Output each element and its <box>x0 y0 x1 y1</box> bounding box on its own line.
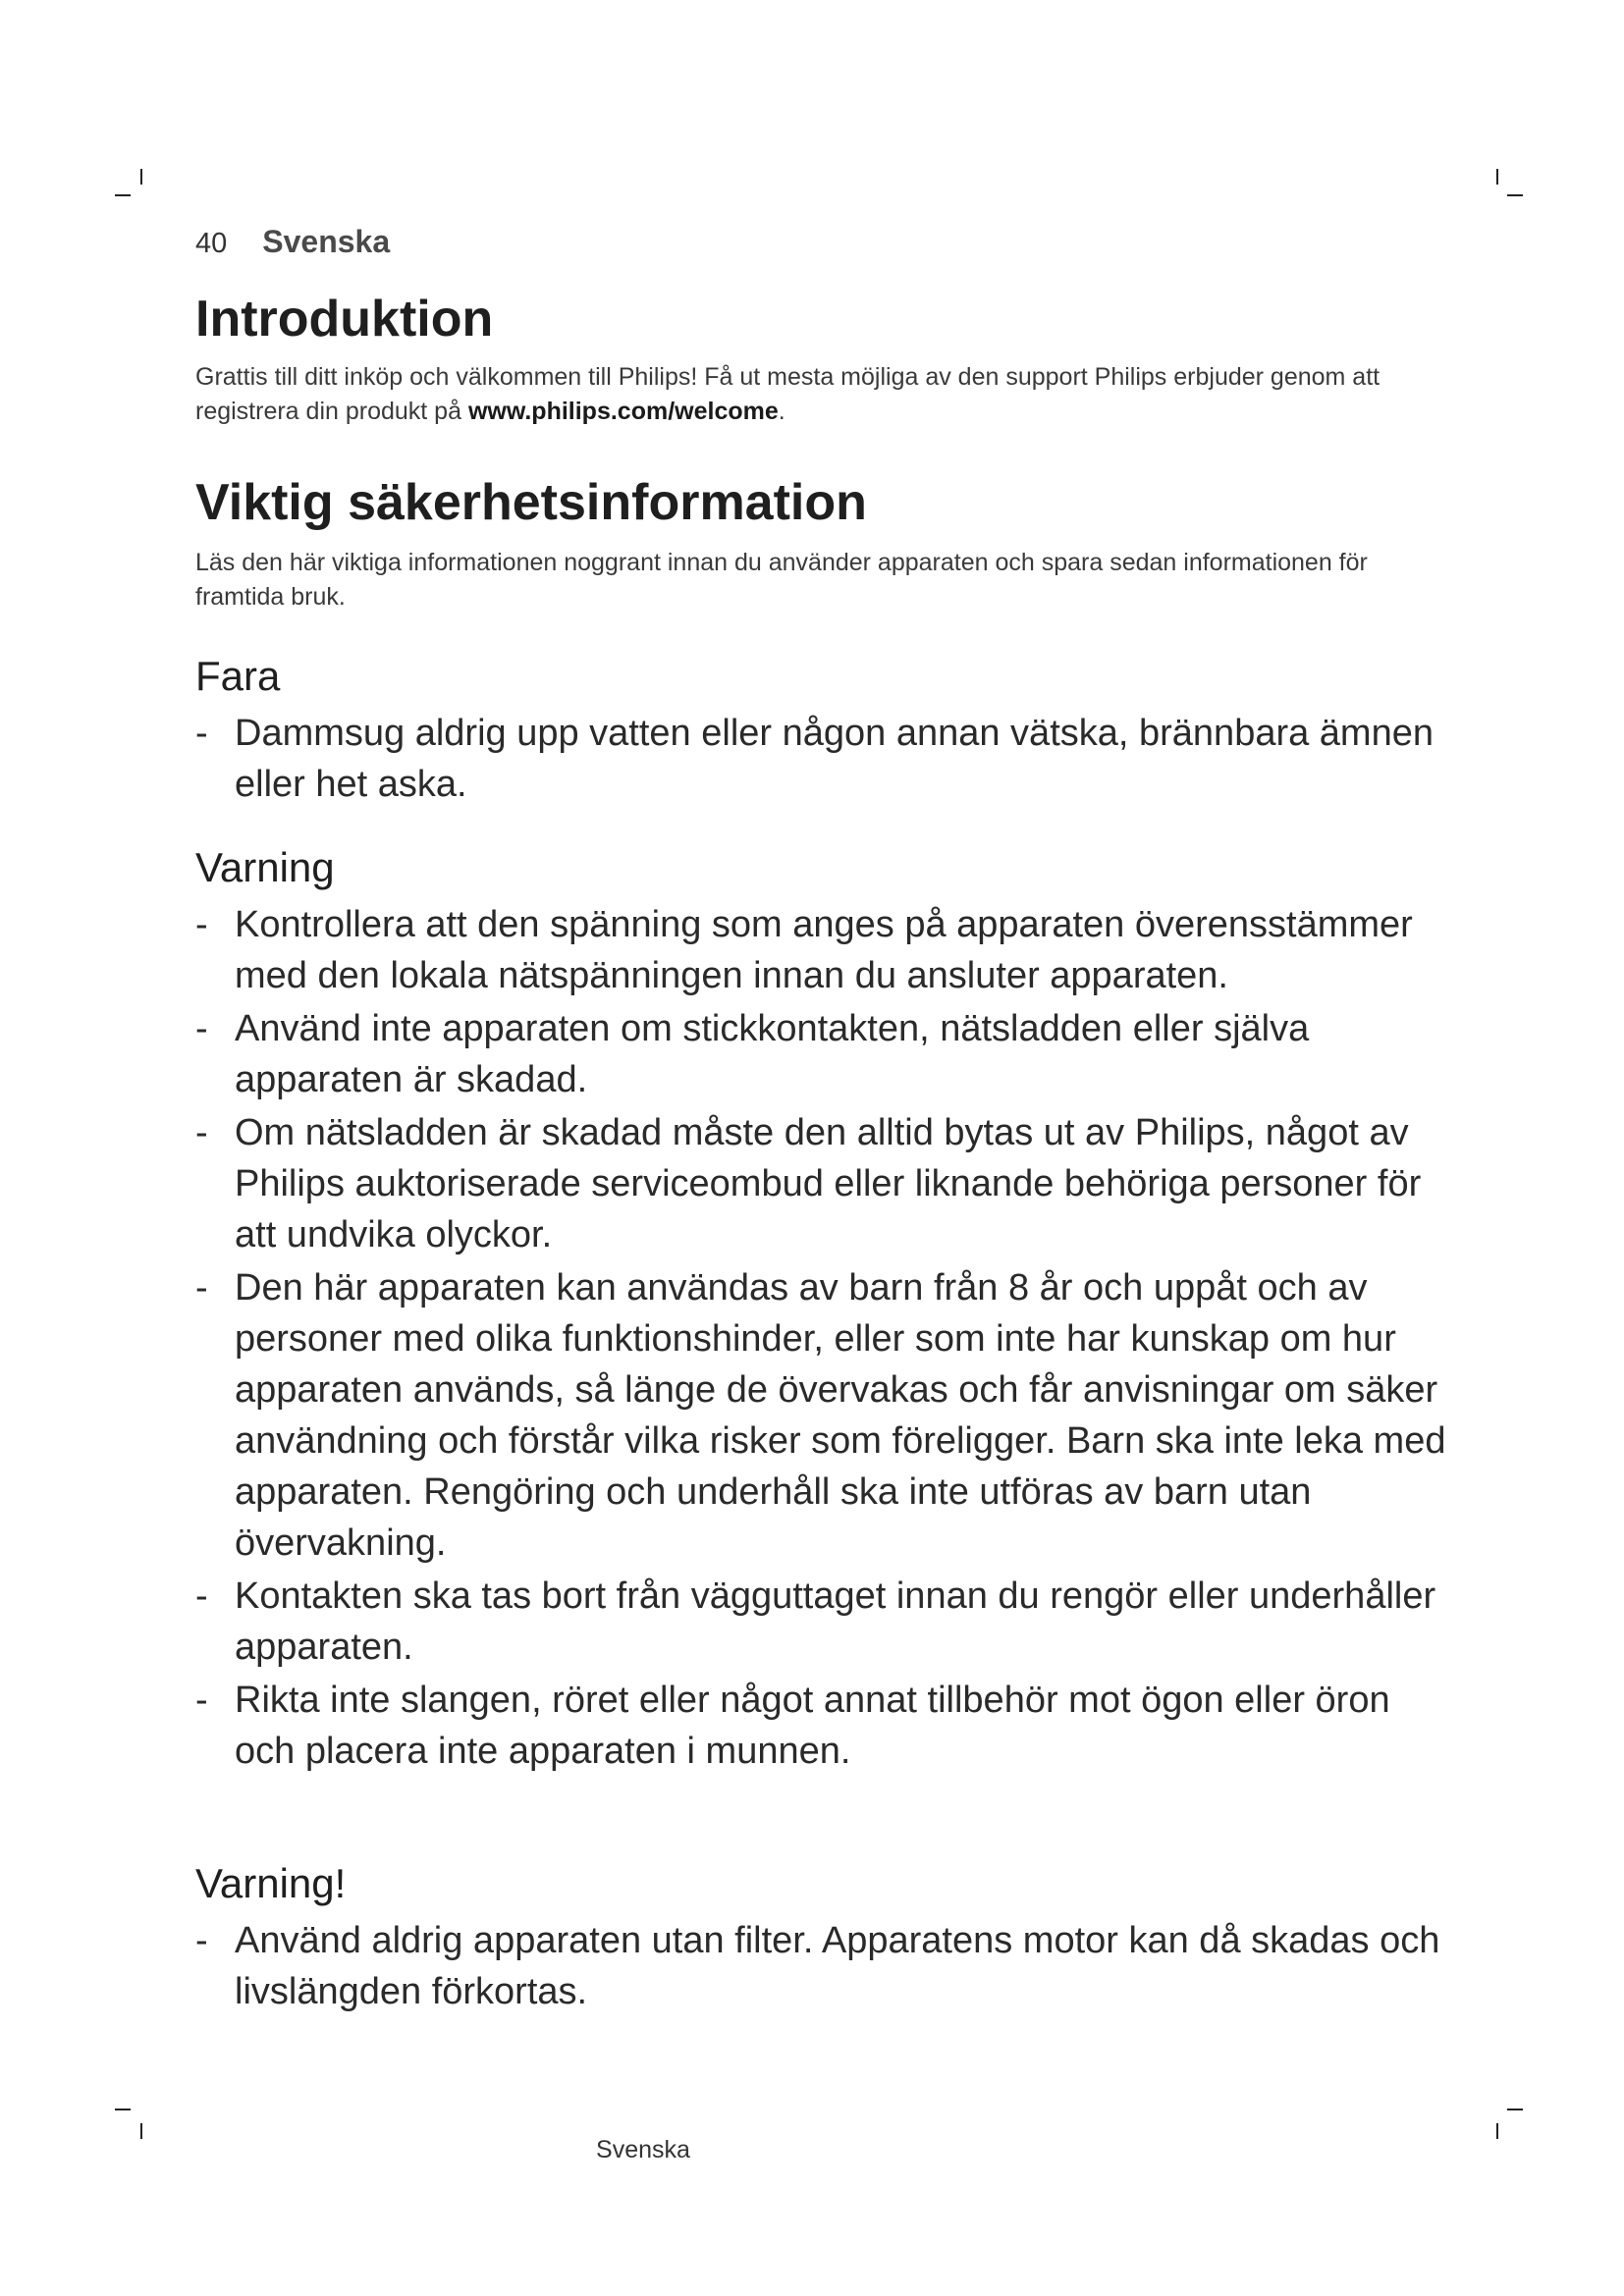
list-item: - Om nätsladden är skadad måste den alltid bytas ut av Philips, något av Philips auktoriserade serviceombud eller liknande behöriga personer för att undvika olyckor. <box>195 1107 1452 1260</box>
list-item: - Använd aldrig apparaten utan filter. Apparatens motor kan då skadas och livslängden förkortas. <box>195 1915 1452 2017</box>
page-footer: Svenska <box>596 2136 690 2163</box>
header-language: Svenska <box>262 224 391 259</box>
crop-mark-top-right <box>1507 194 1523 196</box>
introduction-title: Introduktion <box>195 291 494 347</box>
introduction-text-end: . <box>778 398 785 425</box>
crop-mark-top-right-vertical <box>1496 169 1498 185</box>
list-item: - Kontrollera att den spänning som anges på apparaten överensstämmer med den lokala nätspänningen innan du ansluter apparaten. <box>195 899 1452 1001</box>
list-item: - Kontakten ska tas bort från vägguttaget innan du rengör eller underhåller apparaten. <box>195 1571 1452 1673</box>
list-item: - Använd inte apparaten om stickkontakten, nätsladden eller själva apparaten är skadad. <box>195 1003 1452 1105</box>
list-item: - Rikta inte slangen, röret eller något annat tillbehör mot ögon eller öron och placera inte apparaten i munnen. <box>195 1675 1452 1777</box>
varning-list <box>195 899 1452 1777</box>
crop-mark-top-left <box>115 194 131 196</box>
page-number: 40 <box>195 228 228 259</box>
crop-mark-bottom-right-vertical <box>1496 2123 1498 2139</box>
list-item: - Den här apparaten kan användas av barn från 8 år och uppåt och av personer med olika funktionshinder, eller som inte har kunskap om hur apparaten används, så länge de övervakas och får anvisningar om säker användning och förstår vilka risker som föreligger. Barn ska inte leka med apparaten. Rengöring och underhåll ska inte utföras av barn utan övervakning. <box>195 1262 1452 1569</box>
page-header <box>195 224 390 260</box>
varning-excl-list <box>195 1915 1452 2017</box>
crop-mark-bottom-right <box>1507 2109 1523 2110</box>
section-heading-fara: Fara <box>195 653 281 699</box>
section-heading-varning-excl: Varning! <box>195 1860 347 1906</box>
welcome-link[interactable]: www.philips.com/welcome <box>467 398 779 425</box>
section-varning <box>195 844 1452 1779</box>
crop-mark-bottom-left <box>115 2109 131 2110</box>
section-varning-excl <box>195 1860 1452 2019</box>
introduction-text <box>195 360 1433 429</box>
crop-mark-top-left-vertical <box>140 169 142 185</box>
section-fara <box>195 653 1452 812</box>
safety-title: Viktig säkerhetsinformation <box>195 474 867 531</box>
fara-list <box>195 708 1452 810</box>
list-item: - Dammsug aldrig upp vatten eller någon annan vätska, brännbara ämnen eller het aska. <box>195 708 1452 810</box>
safety-text: Läs den här viktiga informationen noggrant innan du använder apparaten och spara sedan informationen för framtida bruk. <box>195 549 1368 611</box>
introduction-text-body: Grattis till ditt inköp och välkommen till Philips! Få ut mesta möjliga av den support Philips erbjuder genom att registrera din produkt på <box>195 363 1380 425</box>
section-heading-varning: Varning <box>195 844 335 890</box>
